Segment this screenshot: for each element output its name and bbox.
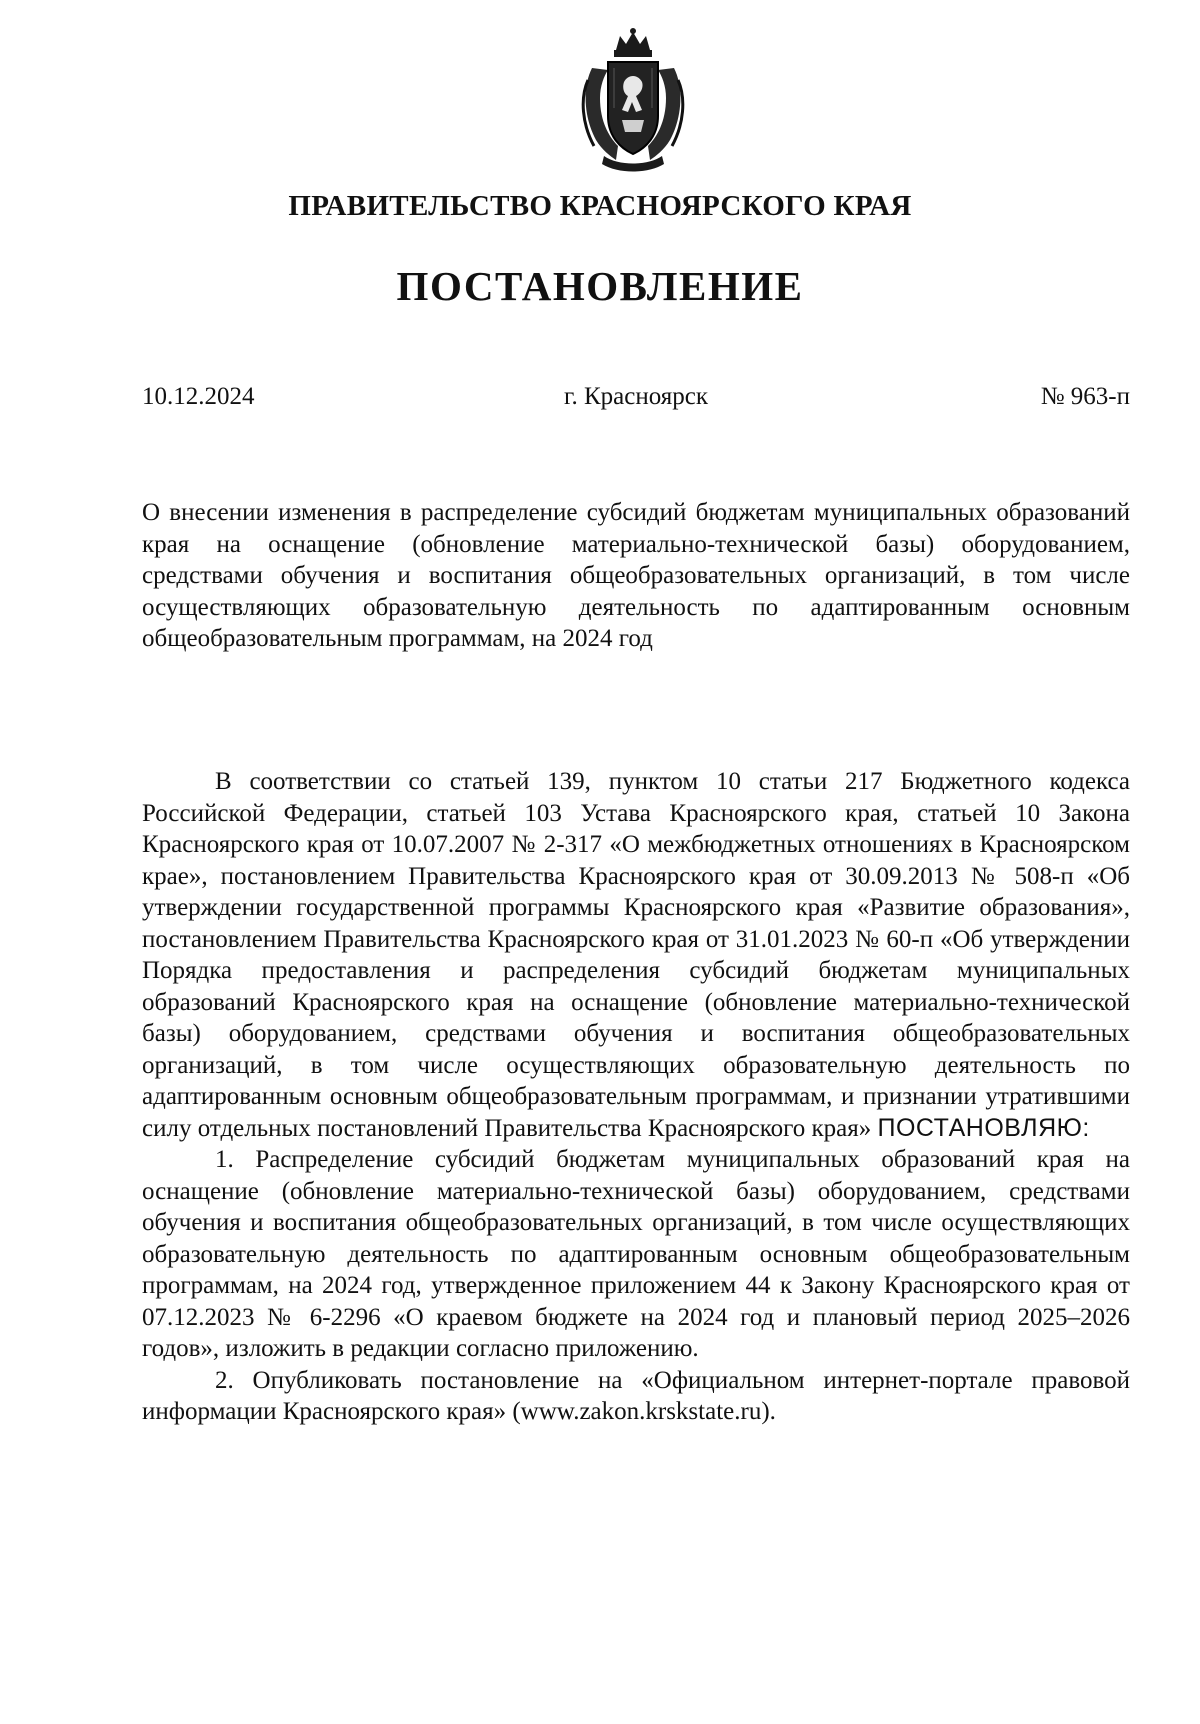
government-title: ПРАВИТЕЛЬСТВО КРАСНОЯРСКОГО КРАЯ (288, 190, 912, 222)
document-subject: О внесении изменения в распределение субсидий бюджетам муниципальных образований края на оснащение (обновление материально-технической базы) оборудованием, средствами обучения и воспитания общеобразовательных организаций, в том числе осуществляющих образовательную деятельность по адаптированным основным общеобразовательным программам, на 2024 год (142, 499, 1130, 652)
preamble-paragraph (142, 766, 1130, 1144)
decree-word: ПОСТАНОВЛЯЮ: (877, 1113, 1090, 1142)
document-body (142, 766, 1130, 1428)
decree-item-1: 1. Распределение субсидий бюджетам муниципальных образований края на оснащение (обновление материально-технической базы) оборудованием, средствами обучения и воспитания общеобразовательных организаций, в том числе осуществляющих образовательную деятельность по адаптированным основным общеобразовательным программам, на 2024 год, утвержденное приложением 44 к Закону Красноярского края от 07.12.2023 № 6-2296 «О краевом бюджете на 2024 год и плановый период 2025–2026 годов», изложить в редакции согласно приложению. (142, 1146, 1130, 1362)
decree-item-2: 2. Опубликовать постановление на «Официальном интернет-портале правовой информации Красноярского края» (www.zakon.krskstate.ru). (142, 1366, 1130, 1425)
document-city: г. Красноярск (564, 383, 708, 410)
preamble-text: В соответствии со статьей 139, пунктом 10 статьи 217 Бюджетного кодекса Российской Федерации, статьей 103 Устава Красноярского края, статьей 10 Закона Красноярского края от 10.07.2007 № 2-317 «О межбюджетных отношениях в Красноярском крае», постановлением Правительства Красноярского края от 30.09.2013 № 508-п «Об утверждении государственной программы Красноярского края «Развитие образования», постановлением Правительства Красноярского края от 31.01.2023 № 60-п «Об утверждении Порядка предоставления и распределения субсидий бюджетам муниципальных образований Красноярского края на оснащение (обновление материально-технической базы) оборудованием, средствами обучения и воспитания общеобразовательных организаций, в том числе осуществляющих образовательную деятельность по адаптированным основным общеобразовательным программам, и признании утратившими силу отдельных постановлений Правительства Красноярского края» (142, 768, 1130, 1142)
document-date: 10.12.2024 (142, 383, 255, 410)
coat-of-arms-emblem (578, 28, 688, 172)
document-number: № 963-п (1040, 383, 1130, 410)
document-type-title: ПОСТАНОВЛЕНИЕ (396, 263, 804, 309)
